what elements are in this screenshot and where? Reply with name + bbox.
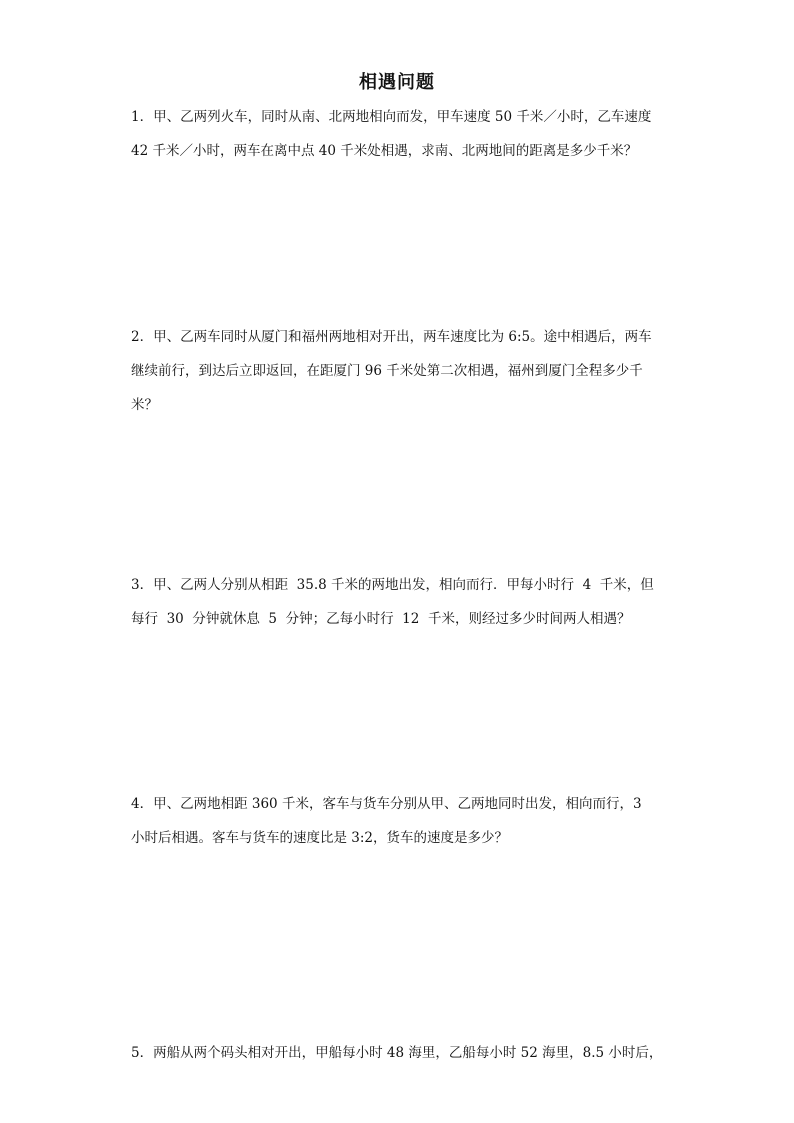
question-2-line-2: 继续前行，到达后立即返回，在距厦门 96 千米处第二次相遇，福州到厦门全程多少千 [131,363,643,379]
page-title: 相遇问题 [359,72,435,93]
question-5-line-1: 5．两船从两个码头相对开出，甲船每小时 48 海里，乙船每小时 52 海里，8.5 小时后， [131,1045,663,1061]
question-1-line-2: 42 千米／小时，两车在离中点 40 千米处相遇，求南、北两地间的距离是多少千米？ [131,143,638,159]
question-3 [131,568,671,636]
question-3-line-1: 3．甲、乙两人分别从相距 35.8 千米的两地出发，相向而行．甲每小时行 4 千米，但 [131,577,654,593]
question-1-line-1: 1．甲、乙两列火车，同时从南、北两地相向而发，甲车速度 50 千米／小时，乙车速度 [131,109,652,125]
question-2 [131,320,671,422]
question-4 [131,787,671,855]
question-4-line-1: 4．甲、乙两地相距 360 千米，客车与货车分别从甲、乙两地同时出发，相向而行，3 [131,796,642,812]
question-3-line-2: 每行 30 分钟就休息 5 分钟；乙每小时行 12 千米，则经过多少时间两人相遇？ [131,611,631,627]
question-1 [131,100,671,168]
question-4-line-2: 小时后相遇。客车与货车的速度比是 3:2，货车的速度是多少？ [131,830,509,846]
question-5 [131,1036,671,1070]
question-2-line-3: 米？ [131,397,158,413]
question-2-line-1: 2．甲、乙两车同时从厦门和福州两地相对开出，两车速度比为 6:5。途中相遇后，两车 [131,329,652,345]
